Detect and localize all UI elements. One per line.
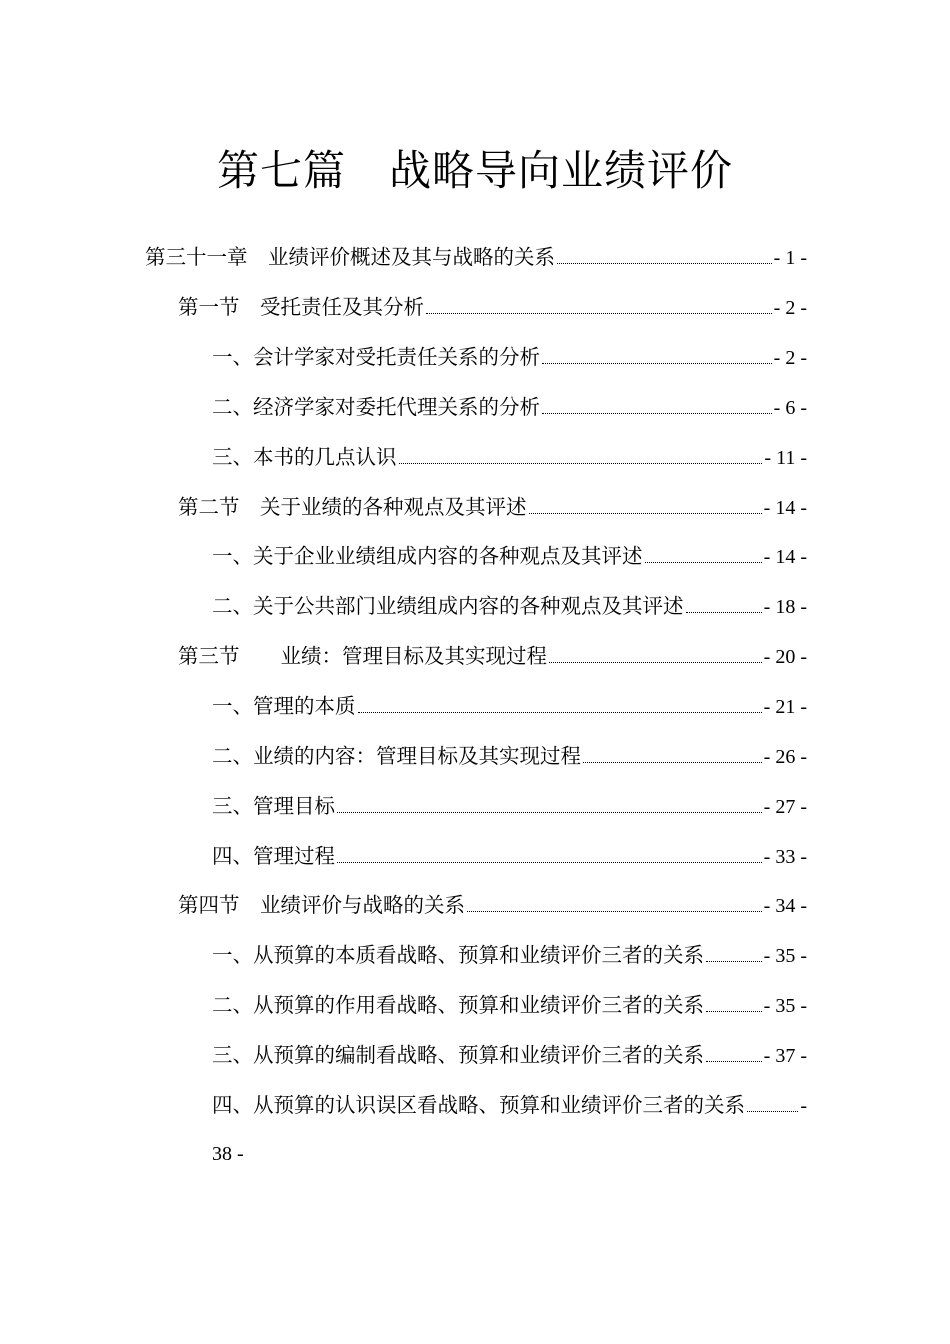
dot-leader [706, 961, 762, 962]
dot-leader [706, 1011, 762, 1012]
toc-entry-label: 一、从预算的本质看战略、预算和业绩评价三者的关系 [212, 943, 704, 967]
toc-entry-page: - 37 - [763, 1045, 807, 1067]
toc-entry[interactable] [212, 541, 807, 571]
toc-entry-label: 二、从预算的作用看战略、预算和业绩评价三者的关系 [212, 993, 704, 1017]
toc-entry-label: 一、会计学家对受托责任关系的分析 [212, 345, 540, 369]
toc-entry-label: 三、管理目标 [212, 794, 335, 818]
toc-entry-page: - 11 - [764, 447, 807, 469]
toc-entry[interactable] [212, 442, 807, 472]
toc-entry[interactable] [178, 641, 807, 671]
dot-leader [467, 911, 762, 912]
dot-leader [706, 1061, 762, 1062]
dot-leader [686, 612, 762, 613]
toc-entry-page: - [800, 1095, 807, 1117]
toc-entry-label: 第三节 业绩：管理目标及其实现过程 [178, 644, 547, 668]
toc-entry[interactable] [178, 292, 807, 322]
toc-entry[interactable] [212, 791, 807, 821]
dot-leader [542, 363, 772, 364]
toc-entry-page: - 2 - [773, 347, 807, 369]
toc-entry-page: - 14 - [763, 546, 807, 568]
toc-entry[interactable] [212, 990, 807, 1020]
toc-entry[interactable] [178, 890, 807, 920]
toc-entry-label: 一、管理的本质 [212, 694, 356, 718]
toc-entry[interactable] [178, 492, 807, 522]
toc-entry[interactable] [145, 242, 807, 272]
toc-entry-label: 第三十一章 业绩评价概述及其与战略的关系 [145, 245, 555, 269]
toc-entry[interactable] [212, 841, 807, 871]
toc-entry-label: 一、关于企业业绩组成内容的各种观点及其评述 [212, 544, 643, 568]
toc-entry[interactable] [212, 741, 807, 771]
toc-entry[interactable] [212, 392, 807, 422]
toc-entry[interactable] [212, 691, 807, 721]
toc-entry-label: 二、关于公共部门业绩组成内容的各种观点及其评述 [212, 594, 684, 618]
toc-entry-page: - 35 - [763, 995, 807, 1017]
toc-entry-page: - 20 - [763, 646, 807, 668]
dot-leader [529, 513, 762, 514]
dot-leader [747, 1111, 798, 1112]
toc-entry[interactable] [212, 940, 807, 970]
toc-entry[interactable] [212, 1040, 807, 1070]
toc-entry[interactable] [212, 342, 807, 372]
toc-entry-page: - 34 - [763, 895, 807, 917]
toc-entry-label: 三、从预算的编制看战略、预算和业绩评价三者的关系 [212, 1043, 704, 1067]
dot-leader [358, 712, 762, 713]
dot-leader [337, 862, 762, 863]
dot-leader [399, 463, 763, 464]
dot-leader [426, 313, 772, 314]
toc-entry-label: 四、管理过程 [212, 844, 335, 868]
toc-entry-page: - 26 - [763, 746, 807, 768]
dot-leader [557, 263, 772, 264]
dot-leader [583, 762, 762, 763]
toc-entry[interactable] [212, 1090, 807, 1120]
toc-entry-label: 第一节 受托责任及其分析 [178, 295, 424, 319]
toc-entry-page: - 18 - [763, 596, 807, 618]
dot-leader [645, 562, 762, 563]
dot-leader [549, 662, 762, 663]
dot-leader [337, 812, 762, 813]
toc-entry-page-continued: 38 - [212, 1143, 244, 1165]
toc-entry-page: - 21 - [763, 696, 807, 718]
toc-entry-page: - 33 - [763, 846, 807, 868]
toc-entry-label: 四、从预算的认识误区看战略、预算和业绩评价三者的关系 [212, 1093, 745, 1117]
toc-entry-page: - 6 - [773, 397, 807, 419]
toc-entry[interactable] [212, 591, 807, 621]
toc-entry-label: 第四节 业绩评价与战略的关系 [178, 893, 465, 917]
toc-entry-page: - 27 - [763, 796, 807, 818]
toc-entry-page: - 2 - [773, 297, 807, 319]
toc-entry-page: - 35 - [763, 945, 807, 967]
toc-entry-page: - 14 - [763, 497, 807, 519]
toc-entry-label: 二、经济学家对委托代理关系的分析 [212, 395, 540, 419]
dot-leader [542, 413, 772, 414]
toc-entry-label: 第二节 关于业绩的各种观点及其评述 [178, 495, 527, 519]
toc-entry-page: - 1 - [773, 247, 807, 269]
toc-entry-label: 三、本书的几点认识 [212, 445, 397, 469]
toc-entry-label: 二、业绩的内容：管理目标及其实现过程 [212, 744, 581, 768]
page-title: 第七篇 战略导向业绩评价 [216, 146, 733, 195]
